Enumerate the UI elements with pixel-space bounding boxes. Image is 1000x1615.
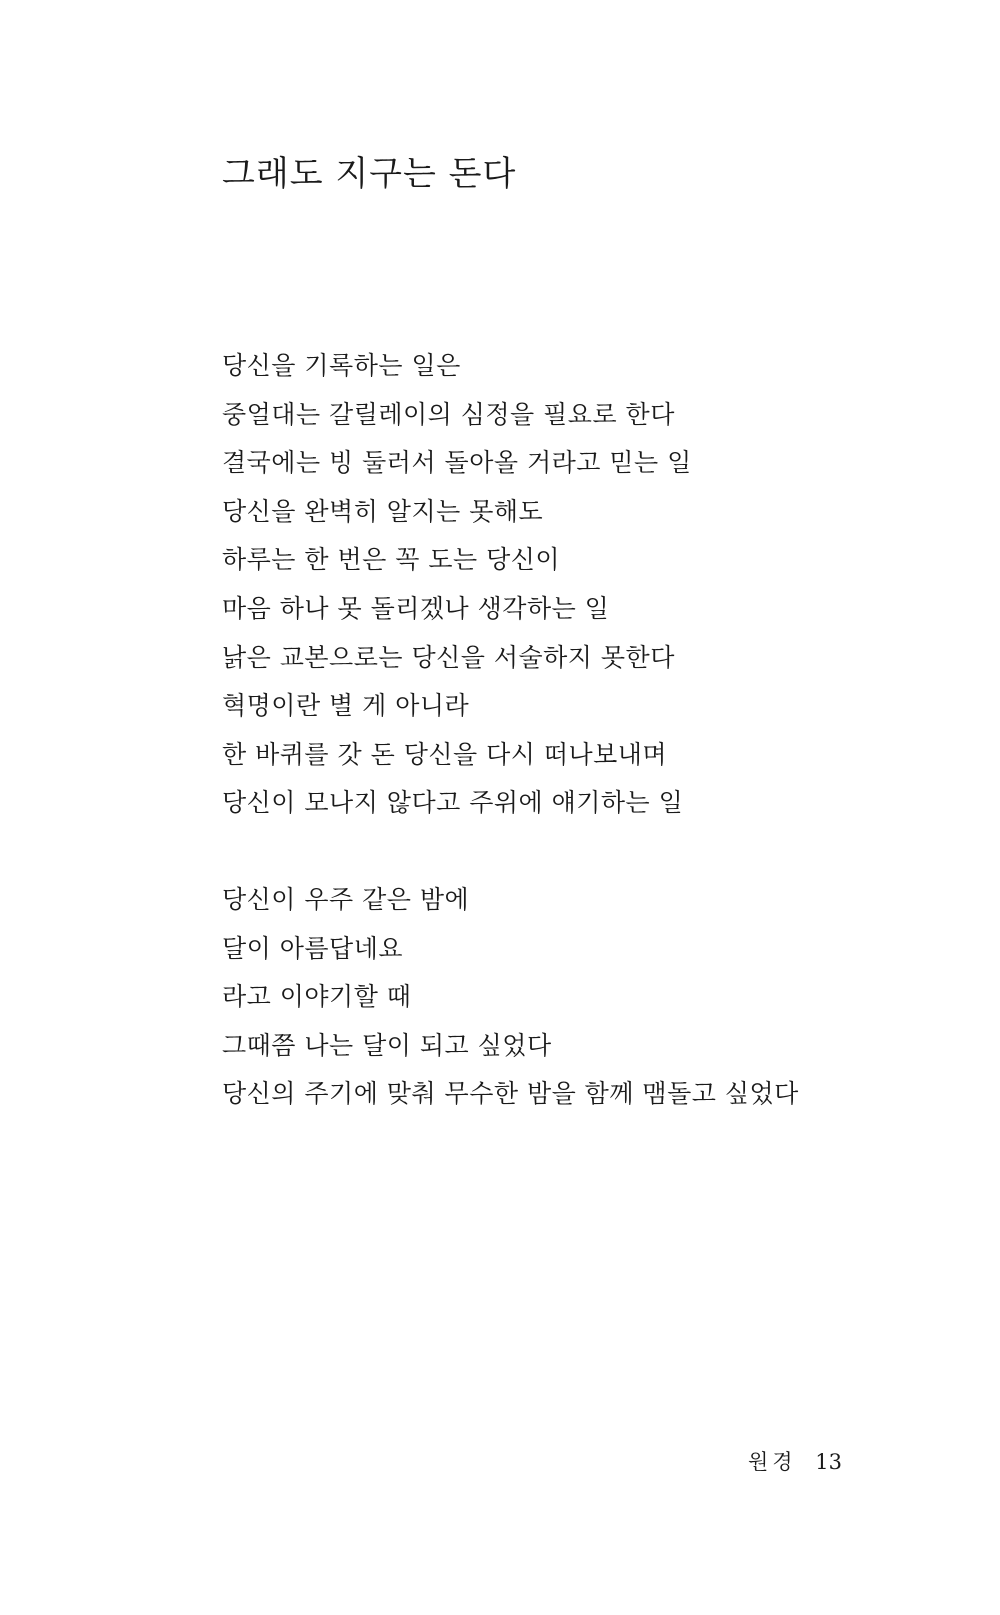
stanza-1 [222,342,922,828]
poem-line: 마음 하나 못 돌리겠나 생각하는 일 [222,593,610,623]
page-number: 13 [815,1450,842,1474]
poem-line: 그때쯤 나는 달이 되고 싶었다 [222,1030,552,1060]
poem-line: 하루는 한 번은 꼭 도는 당신이 [222,545,561,575]
poem-line: 혁명이란 별 게 아니라 [222,691,470,721]
poem-line: 당신의 주기에 맞춰 무수한 밤을 함께 맴돌고 싶었다 [222,1079,799,1109]
poem-line: 당신을 완벽히 알지는 못해도 [222,496,544,526]
poem-title: 그래도 지구는 돈다 [222,154,517,194]
poem-line: 달이 아름답네요 [222,933,403,963]
poem-line: 당신이 우주 같은 밤에 [222,884,470,914]
poem-line: 결국에는 빙 둘러서 돌아올 거라고 믿는 일 [222,448,692,478]
page-footer [748,1448,842,1476]
poem-line: 한 바퀴를 갓 돈 당신을 다시 떠나보내며 [222,739,668,769]
poem-line: 중얼대는 갈릴레이의 심정을 필요로 한다 [222,399,675,429]
author-name: 원경 [748,1450,797,1474]
poem-line: 낡은 교본으로는 당신을 서술하지 못한다 [222,642,675,672]
stanza-2 [222,876,922,1119]
poem-line: 라고 이야기할 때 [222,982,412,1012]
poem-line: 당신이 모나지 않다고 주위에 얘기하는 일 [222,788,684,818]
poem-body [222,342,922,1119]
poem-line: 당신을 기록하는 일은 [222,351,461,380]
